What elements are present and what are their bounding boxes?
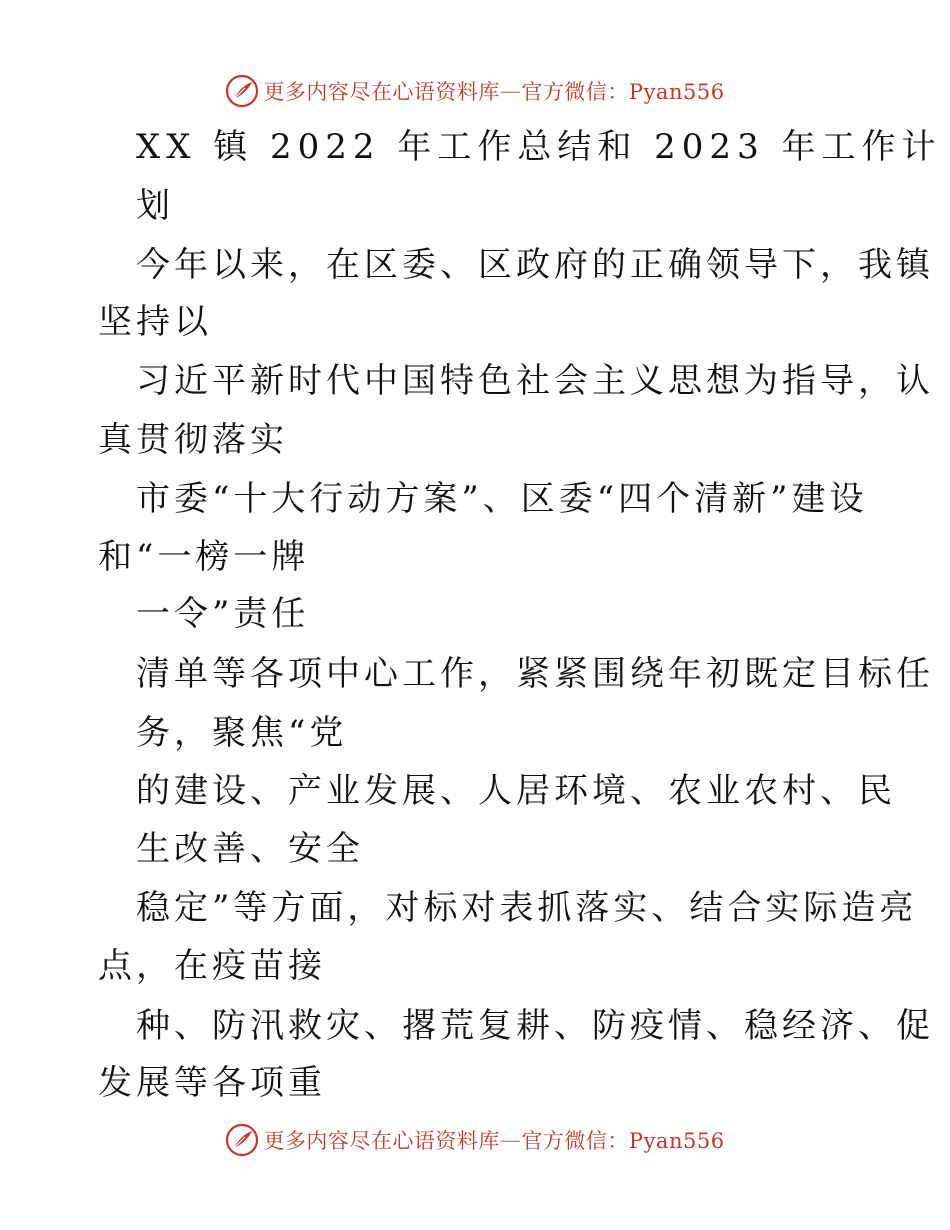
footer-dash: — (499, 1128, 522, 1152)
paragraph-line: 种、防汛救灾、撂荒复耕、防疫情、稳经济、促 (136, 1006, 934, 1046)
footer-wechat-text: 官方微信：Pyan556 (521, 1129, 725, 1153)
header-brand-text: 更多内容尽在心语资料库 (263, 80, 500, 104)
paragraph-line: 市委“十大行动方案”、区委“四个清新”建设 (136, 479, 868, 519)
paragraph-line: 清单等各项中心工作，紧紧围绕年初既定目标任 (136, 654, 934, 694)
paragraph-line: 坚持以 (98, 302, 212, 342)
paragraph-line: 发展等各项重 (98, 1063, 326, 1103)
paragraph-line: 生改善、安全 (136, 829, 364, 869)
paragraph-line: 务，聚焦“党 (136, 713, 348, 753)
footer-watermark-banner (0, 1120, 950, 1160)
header-dash: — (499, 79, 522, 103)
paragraph-line: 和“一榜一牌 (98, 537, 310, 577)
paragraph-line: 点，在疫苗接 (98, 946, 326, 986)
paragraph-line: 真贯彻落实 (98, 420, 288, 460)
paragraph-line: 的建设、产业发展、人居环境、农业农村、民 (136, 771, 896, 811)
feather-pen-logo-icon (225, 1123, 259, 1157)
paragraph-line: 一令”责任 (136, 594, 310, 634)
paragraph-line: 今年以来，在区委、区政府的正确领导下，我镇 (136, 245, 934, 285)
header-wechat-text: 官方微信：Pyan556 (521, 80, 725, 104)
paragraph-line: 习近平新时代中国特色社会主义思想为指导，认 (136, 361, 934, 401)
document-title-line-1: XX 镇 2022 年工作总结和 2023 年工作计 (136, 127, 942, 167)
paragraph-line: 稳定”等方面，对标对表抓落实、结合实际造亮 (136, 888, 918, 928)
document-title-line-2: 划 (136, 186, 176, 226)
footer-brand-text: 更多内容尽在心语资料库 (263, 1129, 500, 1153)
